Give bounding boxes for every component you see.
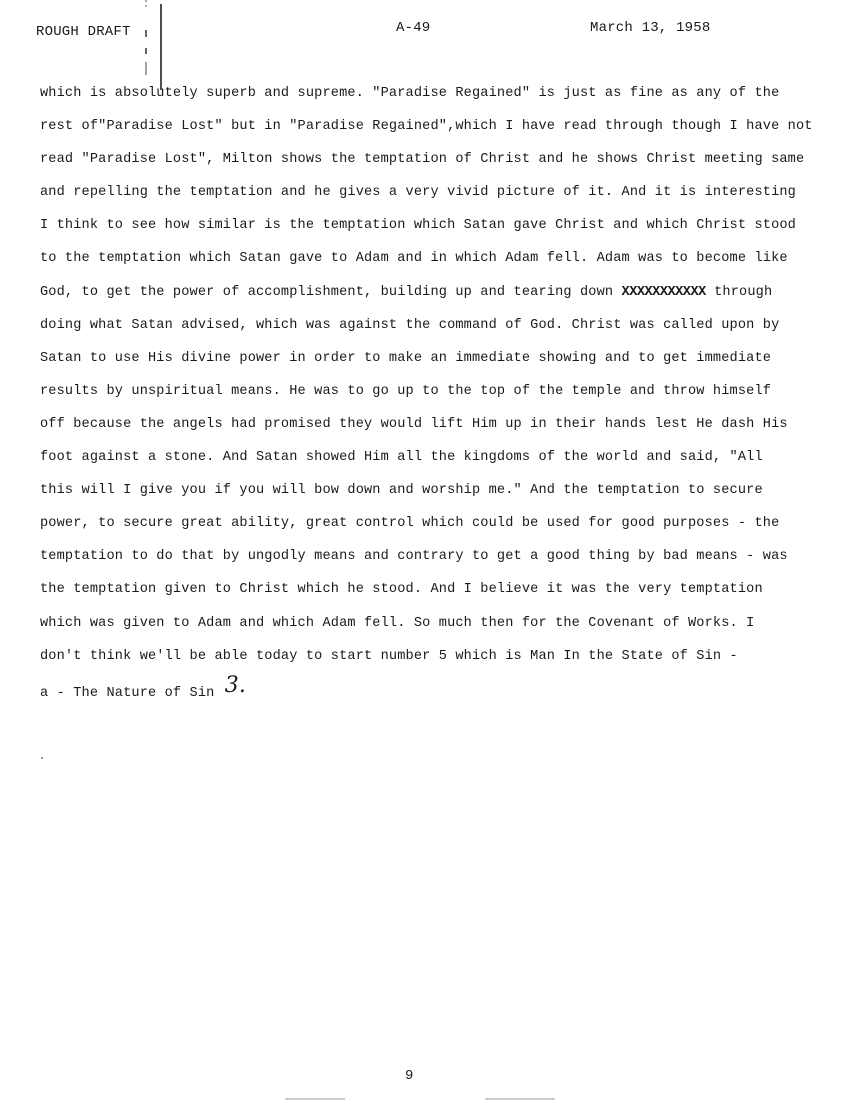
body-line: read "Paradise Lost", Milton shows the temptation of Christ and he shows Christ meeting same [40, 152, 805, 168]
scan-smudge [485, 1098, 555, 1100]
body-line: which was given to Adam and which Adam fell. So much then for the Covenant of Works. I [40, 615, 755, 631]
document-date: March 13, 1958 [590, 20, 711, 36]
body-line-text: God, to get the power of accomplishment, building up and tearing down [40, 284, 614, 300]
body-line-with-strikeout [40, 276, 830, 309]
body-line-tail: through [714, 284, 773, 300]
page-code: A-49 [396, 20, 431, 36]
scan-speck [41, 757, 43, 759]
handwritten-mark: 3. [224, 672, 247, 698]
crossed-out-text: XXXXXXXXXXX [621, 284, 706, 300]
body-line: which is absolutely superb and supreme. "Paradise Regained" is just as fine as any of the [40, 86, 780, 101]
body-line-final [40, 673, 830, 706]
draft-label: ROUGH DRAFT [36, 24, 131, 40]
body-line: don't think we'll be able today to start number 5 which is Man In the State of Sin - [40, 648, 738, 664]
body-line-text: a - The Nature of Sin [40, 685, 215, 701]
body-line: to the temptation which Satan gave to Adam and in which Adam fell. Adam was to become like [40, 251, 788, 267]
body-line: power, to secure great ability, great control which could be used for good purposes - the [40, 516, 780, 532]
body-line: the temptation given to Christ which he stood. And I believe it was the very temptation [40, 582, 763, 598]
body-line: temptation to do that by ungodly means and contrary to get a good thing by bad means - was [40, 549, 788, 565]
body-line: off because the angels had promised they would lift Him up in their hands lest He dash His [40, 416, 788, 432]
body-line: Satan to use His divine power in order to make an immediate showing and to get immediate [40, 350, 772, 366]
scan-smudge [285, 1098, 345, 1100]
body-line: I think to see how similar is the temptation which Satan gave Christ and which Christ stood [40, 218, 796, 234]
body-line: rest of"Paradise Lost" but in "Paradise Regained",which I have read through though I have not [40, 119, 813, 135]
body-line: results by unspiritual means. He was to go up to the top of the temple and throw himself [40, 383, 772, 399]
body-line: and repelling the temptation and he gives a very vivid picture of it. And it is interesting [40, 185, 796, 201]
body-line: foot against a stone. And Satan showed Him all the kingdoms of the world and said, "All [40, 450, 763, 466]
page-number: 9 [405, 1068, 414, 1084]
body-line: this will I give you if you will bow down and worship me." And the temptation to secure [40, 483, 763, 499]
transcript-body [40, 77, 830, 706]
body-line: doing what Satan advised, which was against the command of God. Christ was called upon by [40, 317, 780, 333]
